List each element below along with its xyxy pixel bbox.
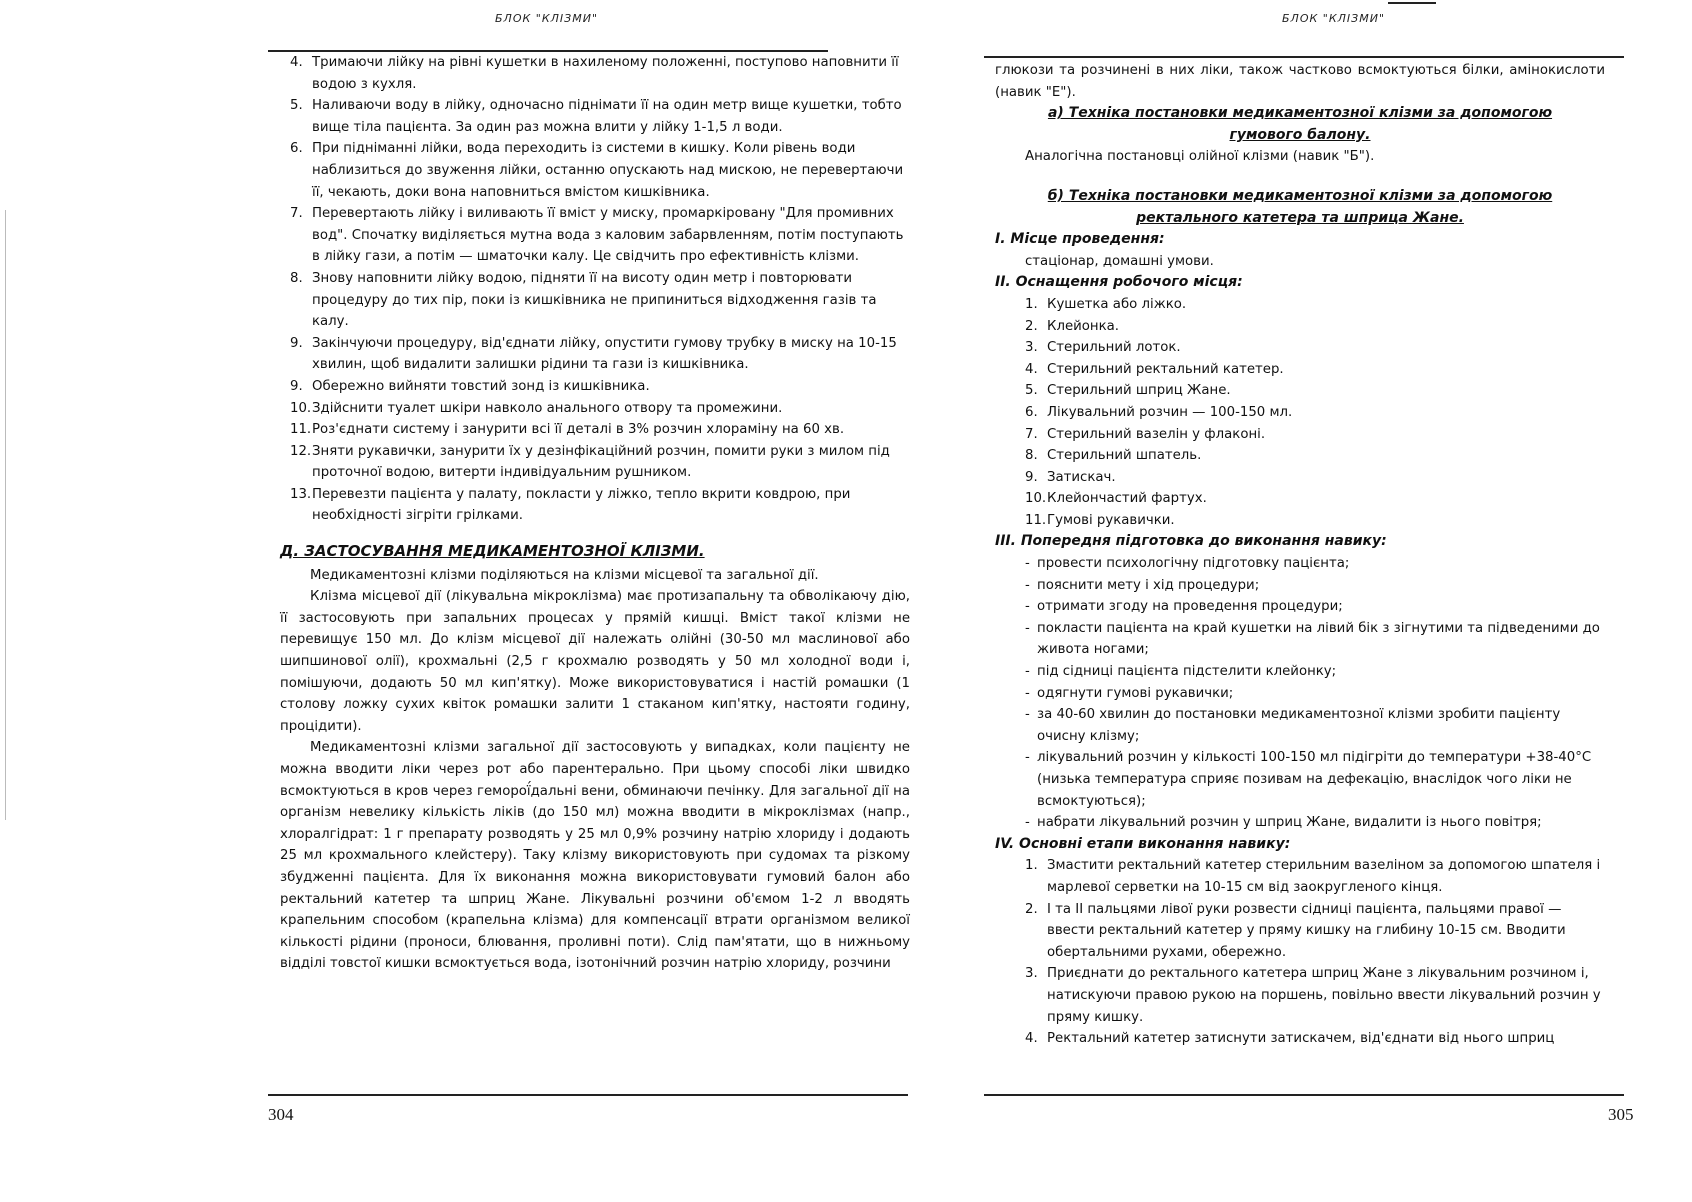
footer-rule-right (984, 1094, 1624, 1096)
place-text: стаціонар, домашні умови. (1025, 253, 1214, 269)
procedure-step: 9. Обережно вийняти товстий зонд із кишківника. (290, 378, 650, 394)
preparation-item: - покласти пацієнта на край кушетки на лівий бік з зігнутими та підведеними до живота ногами; (1025, 618, 1605, 661)
procedure-step: 11. Роз'єднати систему і занурити всі її деталі в 3% розчин хлораміну на 60 хв. (290, 422, 845, 438)
paragraph: Клізма місцевої дії (лікувальна мікроклізма) має протизапальну та обволікаючу дію, її застосовують при запальних процесах у прямій кишці. Вміст такої клізми не перевищує 150 мл. До клізм місцевої дії належать олійні (30-50 мл маслинової або шипшинової олії), крохмальні (2,5 г крохмалю розводять у 50 мл холодної води і, помішуючи, додають 50 мл кип'ятку). Може використовуватися і настій ромашки (1 столову ложку сухих квіток ромашки залити 1 стаканом кип'ятку, настояти годину, процідити). (280, 589, 910, 734)
heading-place: І. Місце проведення: (995, 231, 1165, 248)
equipment-item: 4. Стерильний ректальний катетер. (1025, 361, 1284, 377)
equipment-item: 10. Клейончастий фартух. (1025, 491, 1207, 507)
preparation-list (995, 553, 1605, 834)
paragraph: Медикаментозні клізми поділяються на клізми місцевої та загальної дії. (310, 567, 819, 583)
procedure-step: 8. Знову наповнити лійку водою, підняти її на висоту один метр і повторювати процедуру до тих пір, поки із кишківника не припиниться відходження газів та калу. (290, 270, 877, 330)
title-technique-a: а) Техніка постановки медикаментозної клізми за допомогою гумового балону. (1047, 105, 1553, 143)
right-page-content (995, 60, 1605, 1050)
procedure-step: 6. При підніманні лійки, вода переходить із системи в кишку. Коли рівень води наблизиться до звуження лійки, останню опускають над мискою, не перевертаючи її, чекають, доки вона наповниться вмістом кишківника. (290, 141, 904, 200)
equipment-item: 2. Клейонка. (1025, 318, 1119, 334)
right-page (960, 0, 1692, 1202)
equipment-item: 11. Гумові рукавички. (1025, 512, 1175, 528)
preparation-item: - одягнути гумові рукавички; (1025, 683, 1605, 705)
title-technique-b: б) Техніка постановки медикаментозної клізми за допомогою ректального катетера та шприца Жане. (1047, 187, 1553, 226)
procedure-step: 13. Перевезти пацієнта у палату, покласти у ліжко, тепло вкрити ковдрою, при необхідності зігріти грілками. (290, 486, 851, 524)
equipment-item: 9. Затискач. (1025, 469, 1116, 485)
preparation-item: - отримати згоду на проведення процедури; (1025, 596, 1605, 618)
preparation-item: - під сідниці пацієнта підстелити клейонку; (1025, 661, 1605, 683)
heading-equipment: ІІ. Оснащення робочого місця: (995, 274, 1243, 291)
main-steps-list (995, 855, 1605, 1049)
preparation-item: - пояснити мету і хід процедури; (1025, 575, 1605, 597)
preparation-item: - провести психологічну підготовку пацієнта; (1025, 553, 1605, 575)
equipment-item: 5. Стерильний шприц Жане. (1025, 383, 1231, 399)
procedure-step: 4. Тримаючи лійку на рівні кушетки в нахиленому положенні, поступово наповнити її водою з кухля. (290, 55, 899, 92)
page-number-right: 305 (1608, 1105, 1634, 1124)
procedure-step: 10. Здійснити туалет шкіри навколо анального отвору та промежини. (290, 400, 783, 416)
heading-preparation: ІІІ. Попередня підготовка до виконання навику: (995, 533, 1387, 550)
page-number-left: 304 (268, 1105, 294, 1124)
preparation-item: - за 40-60 хвилин до постановки медикаментозної клізми зробити пацієнту очисну клізму; (1025, 704, 1605, 747)
equipment-list (995, 294, 1605, 532)
equipment-item: 1. Кушетка або ліжко. (1025, 296, 1187, 312)
main-step: 3. Приєднати до ректального катетера шприц Жане з лікувальним розчином і, натискуючи правою рукою на поршень, повільно ввести лікувальний розчин у пряму кишку. (1025, 966, 1601, 1025)
header-rule-right (984, 56, 1624, 58)
procedure-steps-list (280, 52, 910, 527)
preparation-item: - лікувальний розчин у кількості 100-150 мл підігріти до температури +38-40°С (низька температура сприяє позивам на дефекацію, внаслідок чого ліки не всмоктуються); (1025, 747, 1605, 812)
equipment-item: 7. Стерильний вазелін у флаконі. (1025, 426, 1266, 442)
procedure-step: 12. Зняти рукавички, занурити їх у дезінфікаційний розчин, помити руки з милом під проточної водою, витерти індивідуальним рушником. (290, 443, 890, 481)
left-page-content (280, 52, 910, 975)
main-step: 1. Змастити ректальний катетер стерильним вазеліном за допомогою шпателя і марлевої серветки на 10-15 см від заокругленого кінця. (1025, 858, 1601, 895)
main-step: 2. І та ІІ пальцями лівої руки розвести сідниці пацієнта, пальцями правої — ввести ректальний катетер у пряму кишку на глибину 10-15 см. Вводити обертальними рухами, обережно. (1025, 901, 1566, 960)
equipment-item: 3. Стерильний лоток. (1025, 340, 1181, 356)
procedure-step: 7. Перевертають лійку і виливають її вміст у миску, промаркіровану "Для промивних вод". Спочатку виділяється мутна вода з каловим забарвленням, потім поступають в лійку гази, а потім — шматочки калу. Це свідчить про ефективність клізми. (290, 206, 904, 265)
technique-a-text: Аналогічна постановці олійної клізми (навик "Б"). (1025, 149, 1375, 165)
procedure-step: 9. Закінчуючи процедуру, від'єднати лійку, опустити гумову трубку в миску на 10-15 хвилин, щоб видалити залишки рідини та гази із кишківника. (290, 335, 897, 373)
equipment-item: 6. Лікувальний розчин — 100-150 мл. (1025, 404, 1293, 420)
footer-rule-left (268, 1094, 908, 1096)
paragraph: Медикаментозні клізми загальної дії застосовують у випадках, коли пацієнту не можна вводити ліки через рот або парентерально. При цьому способі ліки швидко всмоктуються в кров через геморої́дальні вени, обминаючи печінку. Для загальної дії на організм невелику кількість ліків (до 150 мл) можна вводити в мікроклізмах (напр., хлоралгідрат: 1 г препарату розводять у 25 мл 0,9% розчину натрію хлориду і додають 25 мл крохмального клейстеру). Таку клізму використовують при судомах та різкому збудженні пацієнта. Для їх виконання можна використовувати гумовий балон або ректальний катетер та шприц Жане. Лікувальні розчини об'ємом 1-2 л вводять крапельним способом (крапельна клізма) для компенсації втрати організмом великої кількості рідини (проноси, блювання, проливні поти). Слід пам'ятати, що в нижньому відділі товстої кишки всмоктується вода, ізотонічний розчин натрію хлориду, розчини (280, 740, 910, 972)
preparation-item: - набрати лікувальний розчин у шприц Жане, видалити із нього повітря; (1025, 812, 1605, 834)
heading-main-steps: IV. Основні етапи виконання навику: (995, 835, 1291, 852)
continuation-text: глюкози та розчинені в них ліки, також частково всмоктуються білки, амінокислоти (навик "Е"). (995, 63, 1605, 100)
running-head-right: БЛОК "КЛІЗМИ" (1282, 12, 1385, 25)
main-step: 4. Ректальний катетер затиснути затискачем, від'єднати від нього шприц (1025, 1031, 1555, 1047)
procedure-step: 5. Наливаючи воду в лійку, одночасно піднімати її на один метр вище кушетки, тобто вище тіла пацієнта. За один раз можна влити у лійку 1-1,5 л води. (290, 98, 902, 135)
section-title-d: Д. ЗАСТОСУВАННЯ МЕДИКАМЕНТОЗНОЇ КЛІЗМИ. (280, 542, 705, 561)
equipment-item: 8. Стерильний шпатель. (1025, 448, 1202, 464)
running-head-left: БЛОК "КЛІЗМИ" (495, 12, 598, 25)
